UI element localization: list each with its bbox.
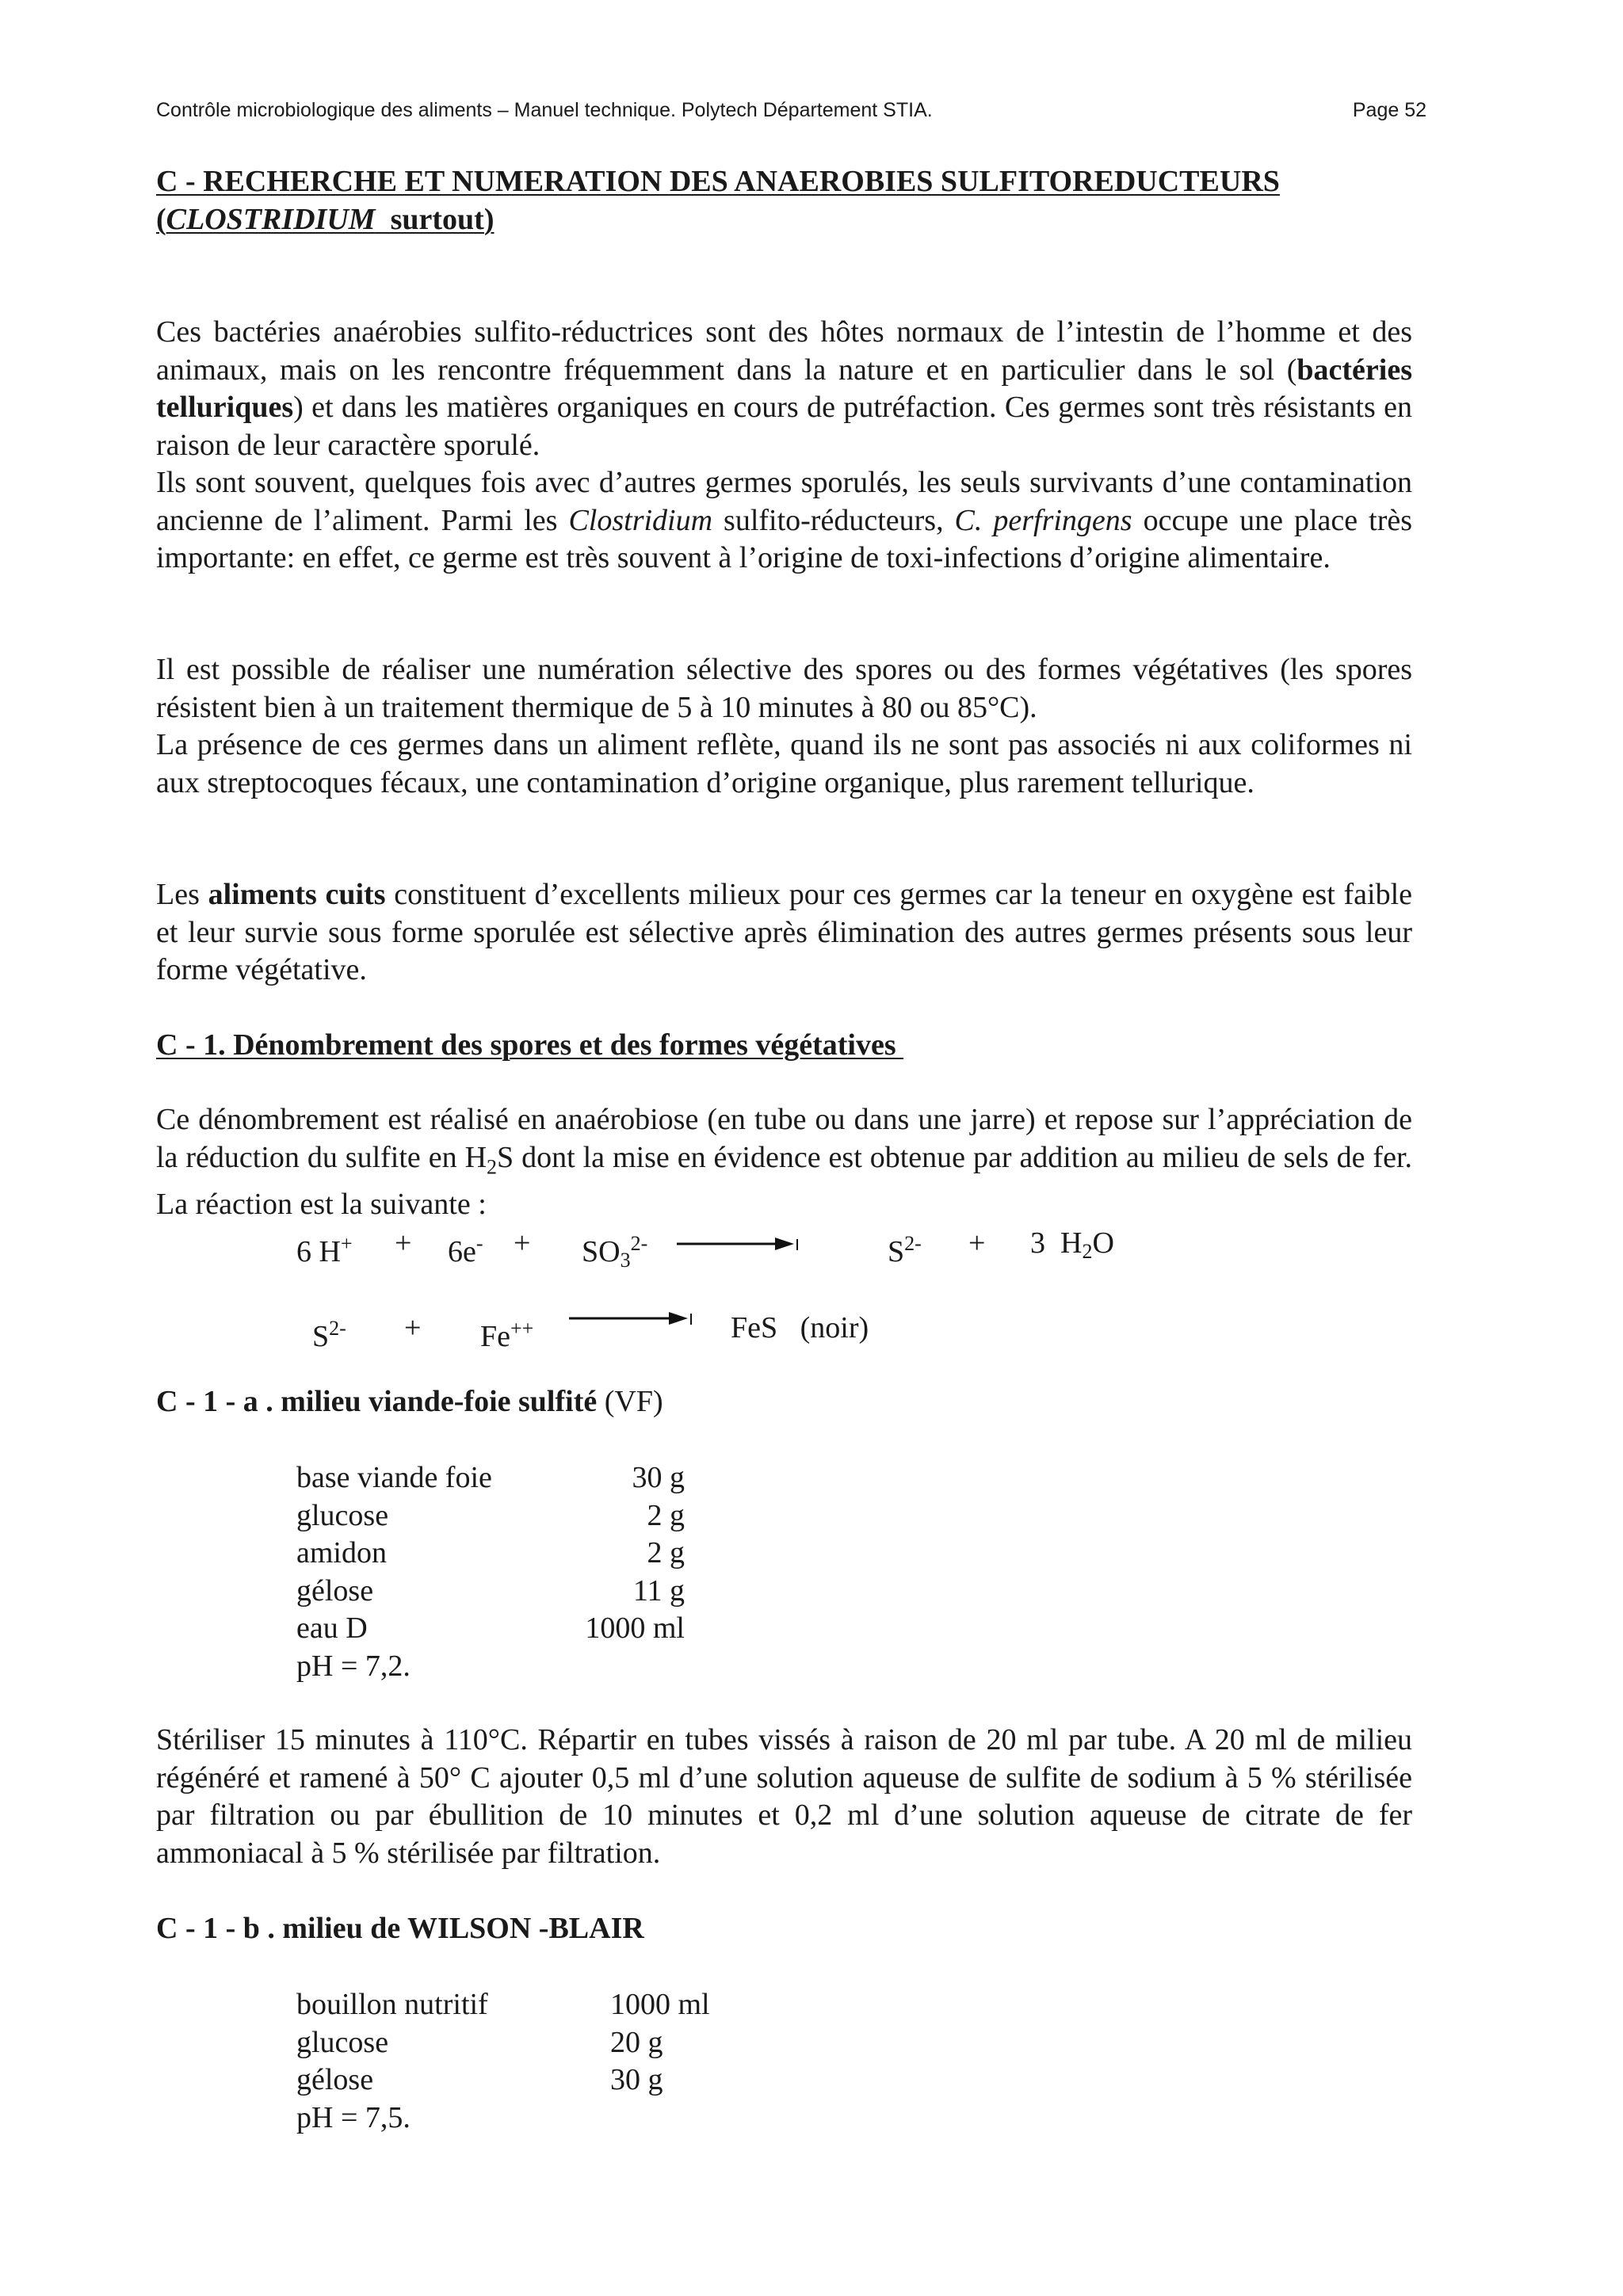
recipe-row: glucose 2 g bbox=[296, 1498, 685, 1532]
recipe-row: eau D 1000 ml bbox=[296, 1611, 685, 1645]
eq2-iron: Fe++ bbox=[480, 1317, 534, 1353]
eq2-plus: + bbox=[404, 1311, 422, 1344]
section-title-line1: C - RECHERCHE ET NUMERATION DES ANAEROBIES SULFITOREDUCTEURS bbox=[156, 165, 1280, 198]
eq2-sulfide: $S^{2-}$ bbox=[312, 1317, 346, 1353]
intro-p2: Ils sont souvent, quelques fois avec d’autres germes sporulés, les seuls survivants d’une contamination ancienne de l’aliment. Parmi les Clostridium sulfito-réducteurs, C. perfringens occupe une place très importante: en effet, ce germe est très souvent à l’origine de toxi-infections d’origine alimentaire. bbox=[156, 466, 1412, 574]
recipe-ph: pH = 7,2. bbox=[296, 1649, 411, 1683]
intro-paragraph bbox=[156, 314, 1412, 578]
recipe-row: base viande foie 30 g bbox=[296, 1461, 685, 1494]
intro-p3: Il est possible de réaliser une numération sélective des spores ou des formes végétatives (les spores résistent bien à un traitement thermique de 5 à 10 minutes à 80 ou 85°C). bbox=[156, 653, 1412, 724]
intro-p1: Ces bactéries anaérobies sulfito-réductrices sont des hôtes normaux de l’intestin de l’homme et des animaux, mais on les rencontre fréquemment dans la nature et en particulier dans le sol (bactéries telluriques) et dans les matières organiques en cours de putréfaction. Ces germes sont très résistants en raison de leur caractère sporulé. bbox=[156, 315, 1412, 462]
page-number: Page 52 bbox=[1352, 99, 1426, 121]
eq1-plus: + bbox=[968, 1226, 986, 1260]
eq1-sulfite: $SO_3^{2-}$ bbox=[582, 1232, 648, 1272]
recipe-row: amidon 2 g bbox=[296, 1536, 685, 1569]
recipe-row: glucose 20 g bbox=[296, 2025, 663, 2059]
reaction-arrow-icon bbox=[677, 1234, 800, 1253]
eq1-plus: + bbox=[514, 1226, 531, 1260]
subsection-heading-c1: C - 1. Dénombrement des spores et des formes végétatives bbox=[156, 1028, 904, 1062]
genus-name: CLOSTRIDIUM bbox=[166, 202, 376, 236]
eq1-hydrogen: 6 H+ bbox=[296, 1232, 353, 1268]
running-header bbox=[156, 98, 1426, 122]
selective-count-paragraph bbox=[156, 651, 1412, 802]
eq2-product: FeS (noir) bbox=[731, 1311, 869, 1344]
section-title bbox=[156, 163, 1416, 238]
recipe-wilson-blair bbox=[296, 1986, 737, 2137]
recipe-row: bouillon nutritif 1000 ml bbox=[296, 1988, 710, 2021]
recipe-ph: pH = 7,5. bbox=[296, 2100, 411, 2134]
vf-instructions: Stériliser 15 minutes à 110°C. Répartir en tubes vissés à raison de 20 ml par tube. A 20 ml de milieu régénéré et ramené à 50° C ajouter 0,5 ml d’une solution aqueuse de sulfite de sodium à 5 % stérilisée par filtration ou par ébullition de 10 minutes et 0,2 ml d’une solution aqueuse de citrate de fer ammoniacal à 5 % stérilisée par filtration. bbox=[156, 1723, 1412, 1870]
eq1-water: 3 $H_2O$ bbox=[1030, 1226, 1114, 1263]
eq1-plus: + bbox=[395, 1226, 412, 1260]
c1-paragraph: Ce dénombrement est réalisé en anaérobiose (en tube ou dans une jarre) et repose sur l’appréciation de la réduction du sulfite en $H_2S$ dont la mise en évidence est obtenue par addition au milieu de sels de fer. La réaction est la suivante : bbox=[156, 1103, 1413, 1221]
header-title: Contrôle microbiologique des aliments – Manuel technique. Polytech Département STIA. bbox=[156, 99, 933, 121]
intro-p4: La présence de ces germes dans un aliment reflète, quand ils ne sont pas associés ni aux coliformes ni aux streptocoques fécaux, une contamination d’origine organique, plus rarement tellurique. bbox=[156, 728, 1412, 799]
subsection-heading-c1a: C - 1 - a . milieu viande-foie sulfité (VF) bbox=[156, 1385, 663, 1418]
eq1-sulfide: $S^{2-}$ bbox=[888, 1232, 922, 1268]
recipe-row: gélose 30 g bbox=[296, 2063, 663, 2096]
section-title-line2: (CLOSTRIDIUM surtout) bbox=[156, 202, 495, 236]
eq1-electrons: 6e- bbox=[448, 1232, 483, 1268]
recipe-vf bbox=[296, 1459, 685, 1685]
recipe-row: gélose 11 g bbox=[296, 1573, 685, 1608]
cooked-foods-paragraph bbox=[156, 876, 1412, 990]
reaction-arrow-icon bbox=[569, 1309, 694, 1328]
intro-p5: Les aliments cuits constituent d’excellents milieux pour ces germes car la teneur en oxygène est faible et leur survie sous forme sporulée est sélective après élimination des autres germes présents sous leur forme végétative. bbox=[156, 878, 1413, 986]
subsection-heading-c1b: C - 1 - b . milieu de WILSON -BLAIR bbox=[156, 1912, 644, 1945]
